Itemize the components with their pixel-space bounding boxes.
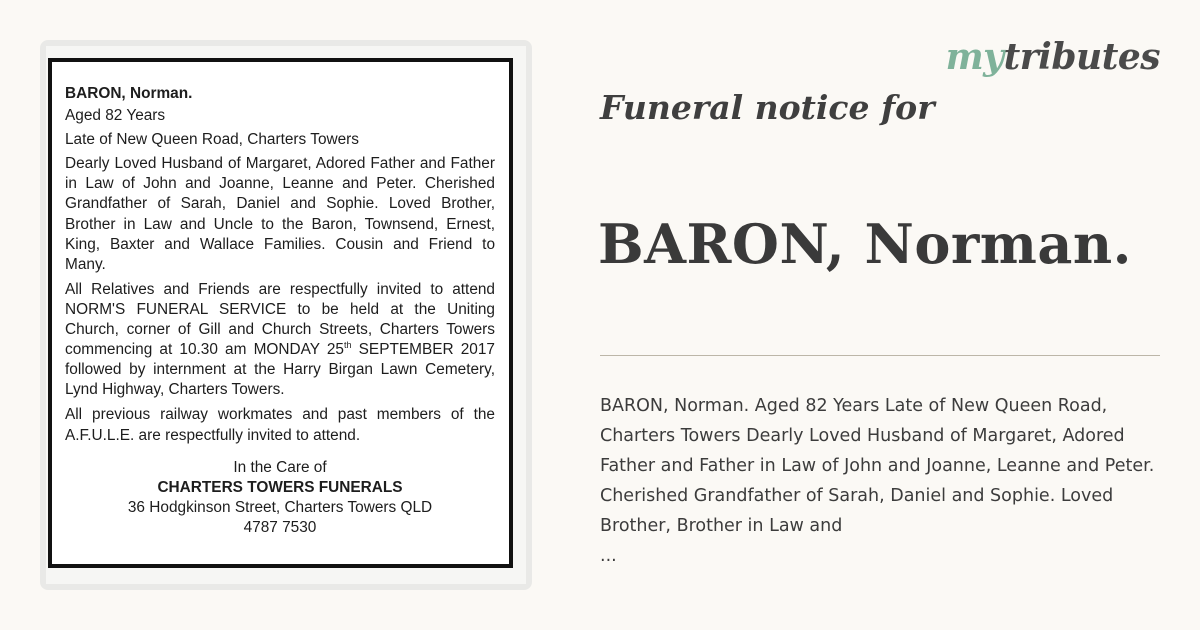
logo-prefix: my xyxy=(945,36,1004,78)
notice-family: Dearly Loved Husband of Margaret, Adored Father and Father in Law of John and Joanne, Leanne and Peter. Cherished Grandfather of Sarah, Daniel and Sophie. Loved Brother, Brother in Law and Uncle to the Baron, Townsend, Ernest, King, Baxter and Wallace Families. Cousin and Friend to Many. xyxy=(65,155,495,273)
notice-care-label: In the Care of xyxy=(233,458,327,476)
page-title: BARON, Norman. xyxy=(598,212,1132,276)
notice-frame xyxy=(48,58,513,568)
summary-text: BARON, Norman. Aged 82 Years Late of New Queen Road, Charters Towers Dearly Loved Husband of Margaret, Adored Father and Father in Law of John and Joanne, Leanne and Peter. Cherished Grandfather of Sarah, Daniel and Sophie. Loved Brother, Brother in Law and xyxy=(600,396,1155,536)
notice-phone: 4787 7530 xyxy=(243,518,317,536)
notice-name: BARON, Norman. xyxy=(65,85,193,102)
notice-funeral-home: CHARTERS TOWERS FUNERALS xyxy=(157,478,403,496)
notice-summary xyxy=(600,391,1175,571)
logo-suffix: tributes xyxy=(1003,36,1160,78)
notice-care-block xyxy=(65,458,495,538)
notice-residence: Late of New Queen Road, Charters Towers xyxy=(65,131,359,149)
mytributes-logo[interactable] xyxy=(946,36,1160,78)
notice-service-part2: SEPTEMBER 2017 followed by internment at the Harry Birgan Lawn Cemetery, Lynd Highway, Charters Towers. xyxy=(65,341,495,399)
notice-workmates: All previous railway workmates and past members of the A.F.U.L.E. are respectfully invited to attend. xyxy=(65,406,495,444)
notice-image xyxy=(40,40,532,590)
notice-age: Aged 82 Years xyxy=(65,107,166,125)
summary-ellipsis: ... xyxy=(600,546,617,566)
notice-service xyxy=(65,280,495,401)
notice-service-part1: All Relatives and Friends are respectfully invited to attend NORM'S FUNERAL SERVICE to be held at the Uniting Church, corner of Gill and Church Streets, Charters Towers commencing at 10.30 am MONDAY 25 xyxy=(65,280,495,359)
page-subtitle: Funeral notice for xyxy=(600,88,935,127)
notice-paper xyxy=(46,46,526,584)
divider xyxy=(600,355,1160,356)
notice-address: 36 Hodgkinson Street, Charters Towers QLD xyxy=(127,498,433,516)
notice-service-date-suffix: th xyxy=(344,340,352,350)
